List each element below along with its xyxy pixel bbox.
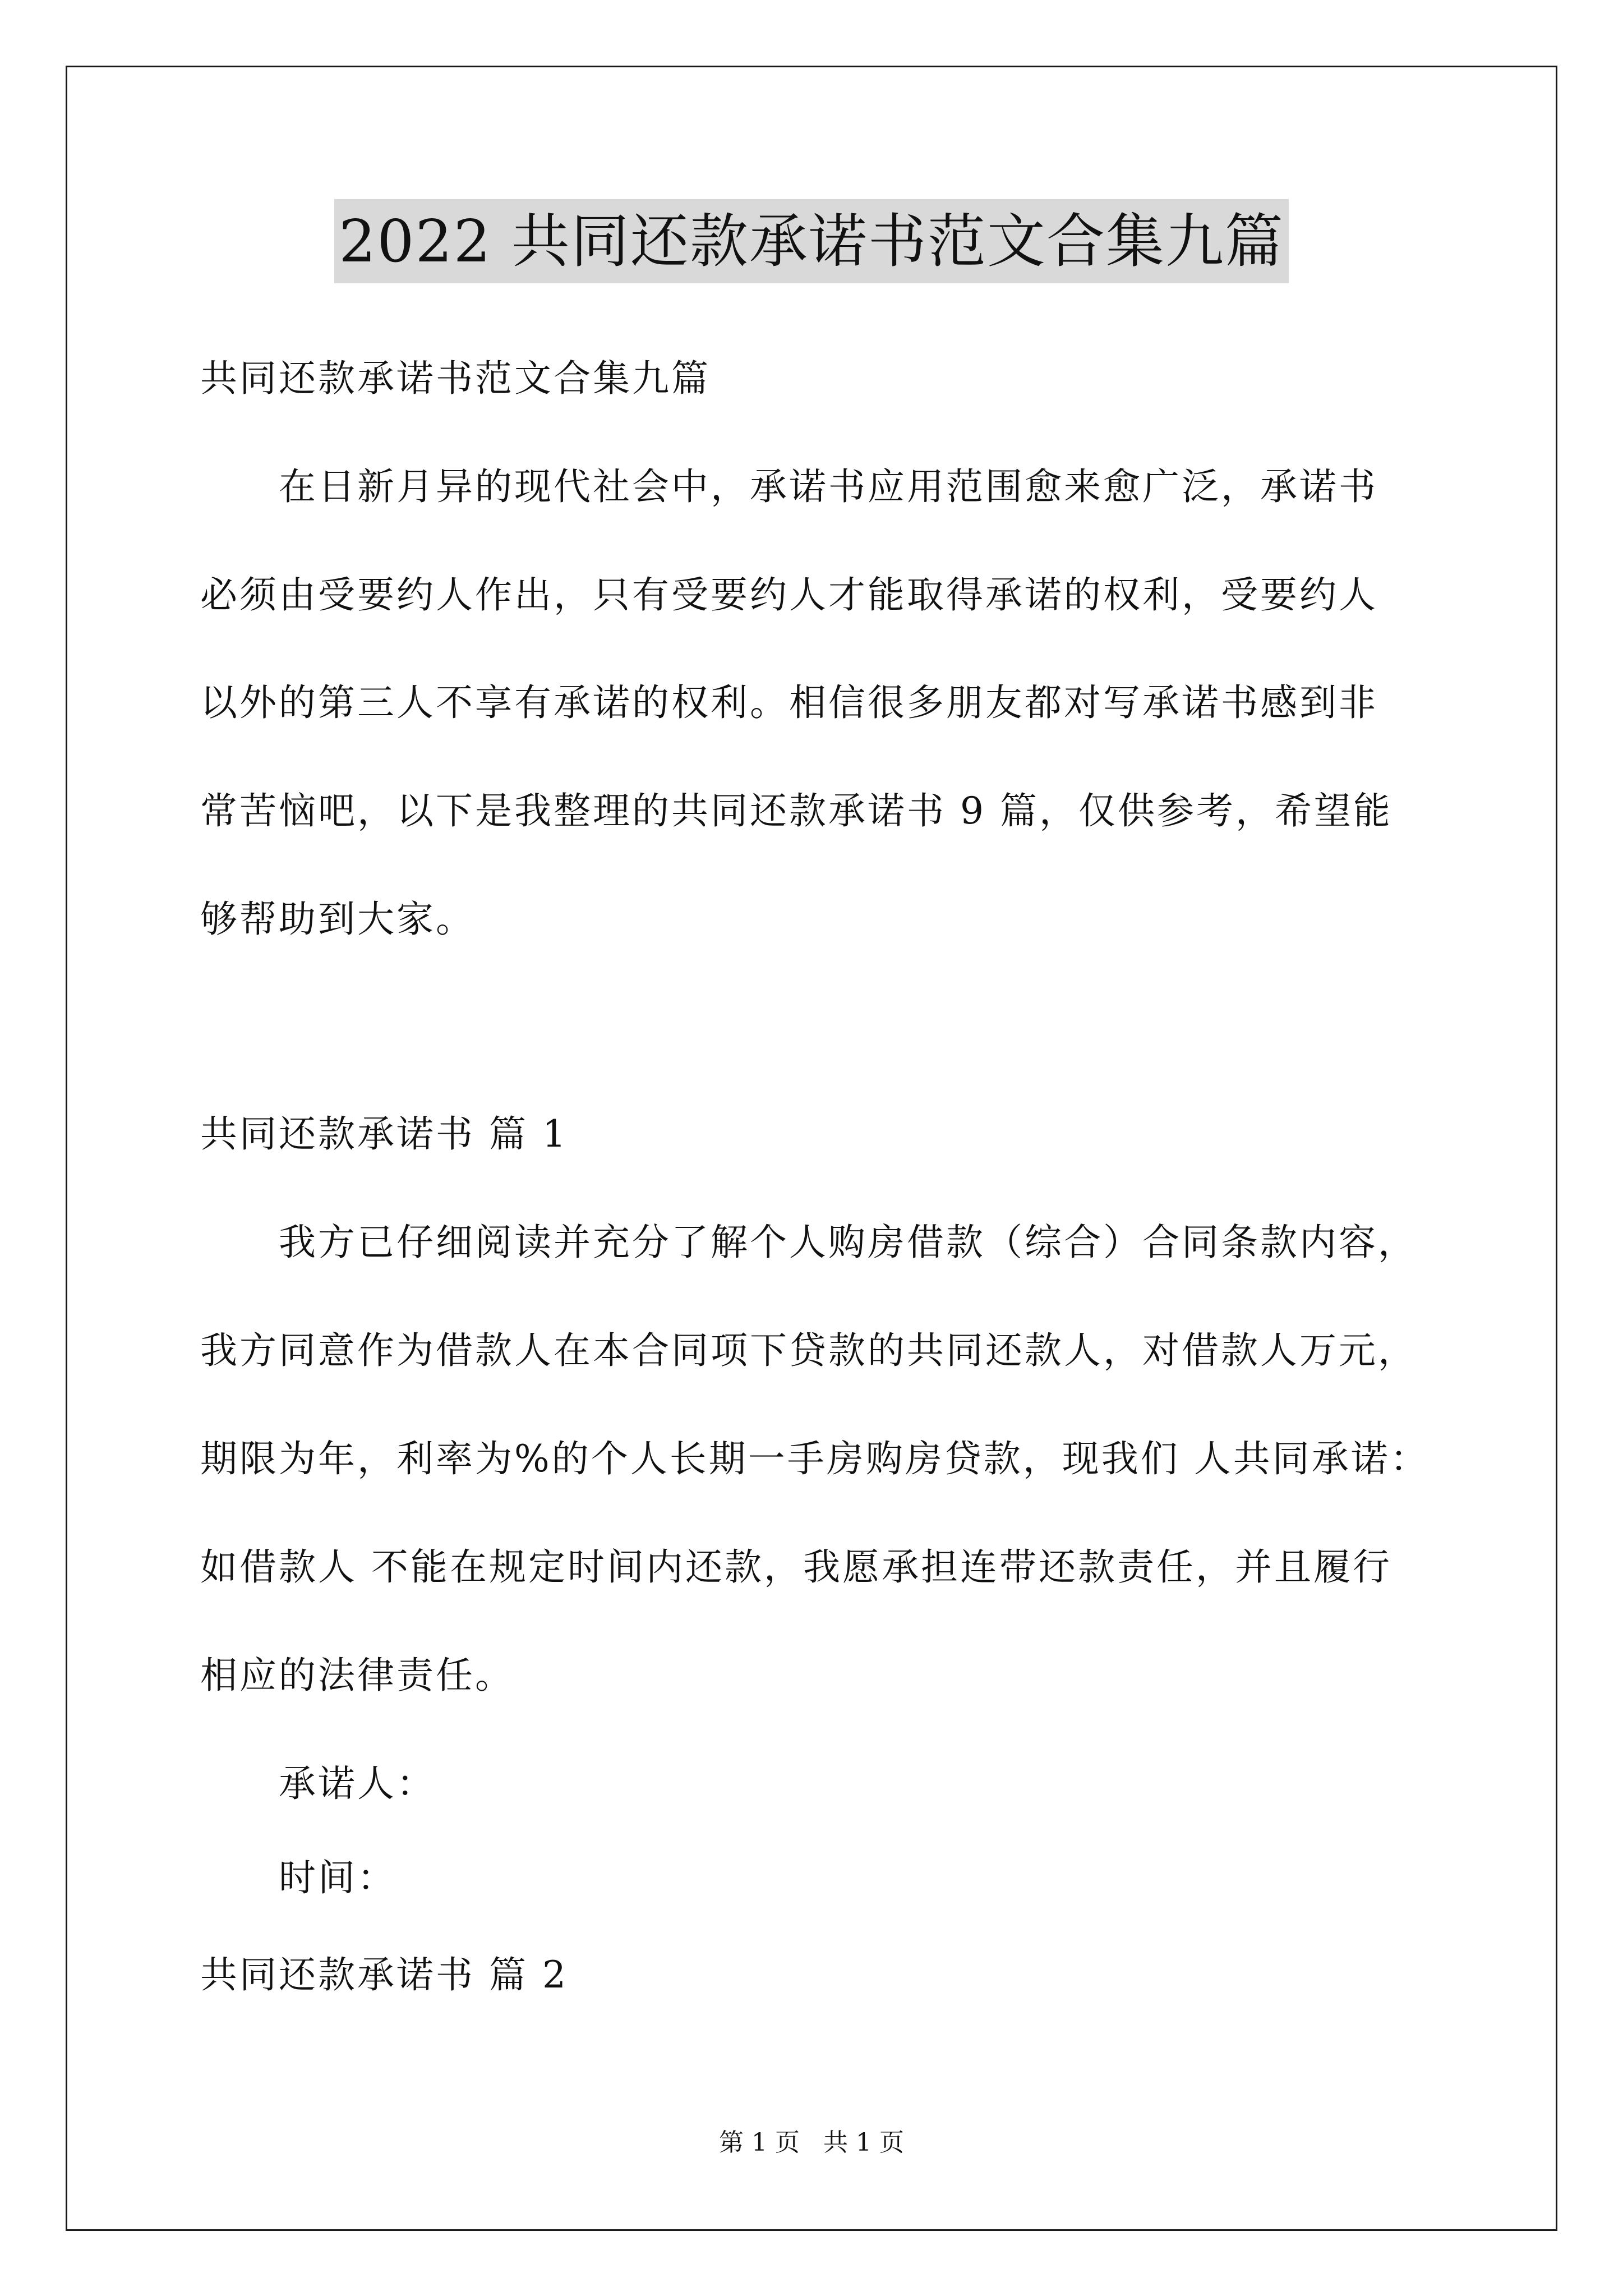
intro-line-2: 必须由受要约人作出，只有受要约人才能取得承诺的权利，受要约人 xyxy=(200,573,1378,616)
page-total: 共 1 页 xyxy=(823,2128,904,2157)
section-1-line-2: 我方同意作为借款人在本合同项下贷款的共同还款人，对借款人万元， xyxy=(200,1329,1417,1372)
signer-label: 承诺人： xyxy=(279,1762,436,1805)
title-container xyxy=(0,199,1623,283)
section-1-line-5: 相应的法律责任。 xyxy=(200,1654,514,1697)
section-1-line-4: 如借款人 不能在规定时间内还款，我愿承担连带还款责任，并且履行 xyxy=(200,1545,1392,1589)
intro-line-3: 以外的第三人不享有承诺的权利。相信很多朋友都对写承诺书感到非 xyxy=(200,681,1378,724)
page-number: 第 1 页 xyxy=(719,2128,800,2157)
time-label: 时间： xyxy=(279,1856,396,1899)
intro-line-5: 够帮助到大家。 xyxy=(200,898,475,941)
section-1-line-1: 我方已仔细阅读并充分了解个人购房借款（综合）合同条款内容， xyxy=(279,1221,1417,1264)
section-1-line-3: 期限为年，利率为%的个人长期一手房购房贷款，现我们 人共同承诺： xyxy=(200,1437,1430,1480)
intro-line-1: 在日新月异的现代社会中，承诺书应用范围愈来愈广泛，承诺书 xyxy=(279,465,1378,508)
document-title: 2022 共同还款承诺书范文合集九篇 xyxy=(334,199,1289,283)
section-1-heading: 共同还款承诺书 篇 1 xyxy=(200,1112,568,1156)
section-2-heading: 共同还款承诺书 篇 2 xyxy=(200,1953,568,1996)
page-footer xyxy=(0,2126,1623,2160)
intro-line-4: 常苦恼吧，以下是我整理的共同还款承诺书 9 篇，仅供参考，希望能 xyxy=(200,789,1393,832)
document-subtitle: 共同还款承诺书范文合集九篇 xyxy=(200,357,711,400)
